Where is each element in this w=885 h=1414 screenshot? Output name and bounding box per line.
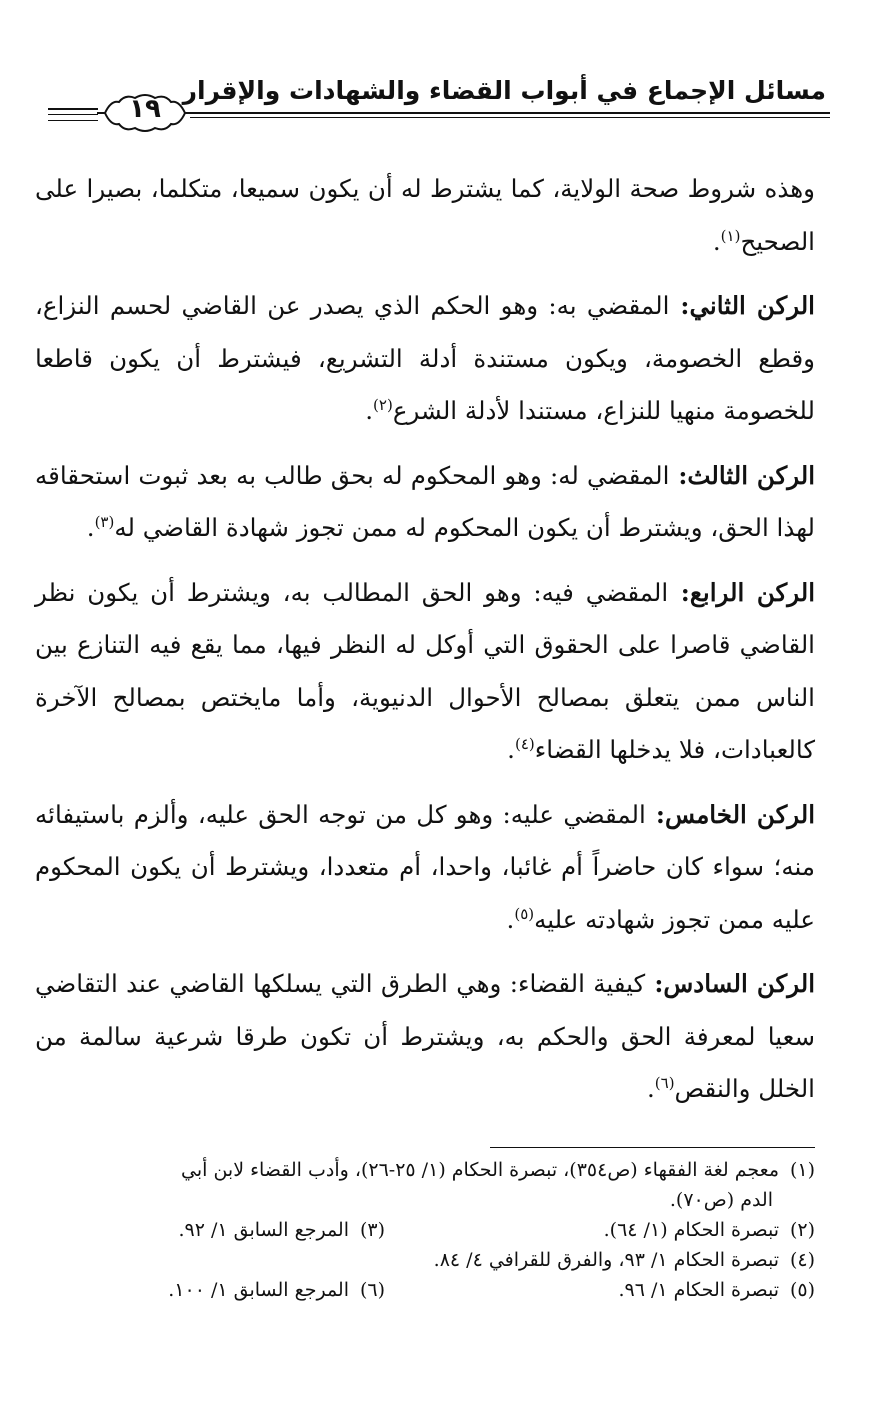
paragraph: الركن السادس: كيفية القضاء: وهي الطرق التي يسلكها القاضي عند التقاضي سعيا لمعرفة الحق والحكم به، ويشترط أن تكون طرقا شرعية سالمة من الخلل والنقص$^{(٦)}$. xyxy=(35,969,816,1103)
footnote-row xyxy=(35,1275,815,1305)
paragraph-heading: الركن الثالث xyxy=(687,460,816,490)
sentence-end: . xyxy=(365,396,374,425)
paragraph-heading: الركن الخامس xyxy=(664,799,816,829)
footnote-row xyxy=(35,1215,815,1245)
footnote xyxy=(385,1215,815,1245)
header-rule xyxy=(190,112,830,114)
footnote-text: معجم لغة الفقهاء (ص٣٥٤)، تبصرة الحكام (١/ ٢٥-٢٦)، وأدب القضاء لابن أبي xyxy=(181,1159,779,1181)
paragraph: الركن الثاني: المقضي به: وهو الحكم الذي يصدر عن القاضي لحسم النزاع، وقطع الخصومة، ويكون مستندة أدلة التشريع، فيشترط أن يكون قاطعا للخصومة منهيا للنزاع، مستندا لأدلة الشرع$^{(٢)}$. xyxy=(35,291,815,425)
footnote-number: (٢) xyxy=(789,1219,815,1241)
footnote-ref: (٣) xyxy=(94,512,115,531)
footnote xyxy=(168,1275,385,1305)
sentence-end: . xyxy=(712,226,721,256)
footnote xyxy=(35,1245,815,1275)
paragraph: الركن الثالث: المقضي له: وهو المحكوم له بحق طالب به بعد ثبوت استحقاقه لهذا الحق، ويشترط أن يكون المحكوم له ممن تجوز شهادة القاضي له$^{(٣)}$. xyxy=(35,460,816,542)
footnote-ref: (٤) xyxy=(514,734,535,753)
footnote xyxy=(35,1155,815,1185)
footnote-number: (٦) xyxy=(359,1279,385,1301)
footnote-text: تبصرة الحكام ١/ ٩٦. xyxy=(618,1279,779,1301)
footnote xyxy=(178,1215,385,1245)
header-rule-left xyxy=(48,114,98,115)
footnote-number: (٣) xyxy=(359,1219,385,1241)
footnote-ref: (٥) xyxy=(514,904,535,923)
paragraph-text: المقضي له: وهو المحكوم له بحق طالب به بعد ثبوت استحقاقه لهذا الحق، ويشترط أن يكون المحكوم له ممن تجوز شهادة القاضي له xyxy=(35,460,815,542)
page-number: ١٩ xyxy=(129,94,161,124)
header-rule-left xyxy=(48,108,98,110)
sentence-end: . xyxy=(646,1074,655,1103)
footnote-text: المرجع السابق ١/ ١٠٠. xyxy=(168,1279,349,1301)
footnote-separator xyxy=(490,1147,815,1148)
main-text xyxy=(35,163,815,1128)
paragraph: الركن الخامس: المقضي عليه: وهو كل من توجه الحق عليه، وألزم باستيفائه منه؛ سواء كان حاضراً أم غائبا، واحدا، أم متعددا، ويشترط أن يكون المحكوم عليه ممن تجوز شهادته عليه$^{(٥)}$. xyxy=(35,799,816,934)
running-title: مسائل الإجماع في أبواب القضاء والشهادات والإقرار xyxy=(182,76,826,105)
header-rule-left xyxy=(48,120,98,121)
paragraph-text: المقضي به: وهو الحكم الذي يصدر عن القاضي لحسم النزاع، وقطع الخصومة، ويكون مستندة أدلة التشريع، فيشترط أن يكون قاطعا للخصومة منهيا للنزاع، مستندا لأدلة الشرع xyxy=(35,291,815,425)
page-header xyxy=(40,62,830,142)
paragraph-heading: الركن السادس xyxy=(663,969,816,998)
paragraph-heading: الركن الثاني xyxy=(689,291,815,320)
paragraph: الركن الرابع: المقضي فيه: وهو الحق المطالب به، ويشترط أن يكون نظر القاضي قاصرا على الحقوق التي أوكل له النظر فيها، مما يقع فيه التنازع بين الناس ممن يتعلق بمصالح الأحوال الدنيوية، وأما مايختص بمصالح الآخرة كالعبادات، فلا يدخلها القضاء$^{(٤)}$. xyxy=(35,577,816,764)
paragraph-text: المقضي فيه: وهو الحق المطالب به، ويشترط أن يكون نظر القاضي قاصرا على الحقوق التي أوكل له النظر فيها، مما يقع فيه التنازع بين الناس ممن يتعلق بمصالح الأحوال الدنيوية، وأما مايختص بمصالح الآخرة كالعبادات، فلا يدخلها القضاء xyxy=(35,577,815,764)
sentence-end: . xyxy=(86,513,95,542)
paragraph-text: كيفية القضاء: وهي الطرق التي يسلكها القاضي عند التقاضي سعيا لمعرفة الحق والحكم به، ويشترط أن تكون طرقا شرعية سالمة من الخلل والنقص xyxy=(35,969,815,1103)
footnote-text: الدم (ص٧٠). xyxy=(669,1189,773,1211)
footnote-continuation xyxy=(35,1185,815,1215)
sentence-end: . xyxy=(507,735,515,764)
page-number-ornament xyxy=(95,88,195,138)
header-rule xyxy=(190,117,830,118)
sentence-end: . xyxy=(506,904,515,934)
footnote-number: (٥) xyxy=(789,1279,815,1301)
footnote xyxy=(385,1275,815,1305)
footnote-ref: (١) xyxy=(720,226,741,245)
footnote-number: (١) xyxy=(789,1159,815,1181)
paragraph-text: المقضي عليه: وهو كل من توجه الحق عليه، وألزم باستيفائه منه؛ سواء كان حاضراً أم غائبا، واحدا، أم متعددا، ويشترط أن يكون المحكوم عليه ممن تجوز شهادته عليه xyxy=(35,799,815,934)
paragraph xyxy=(35,163,815,268)
paragraph-heading: الركن الرابع xyxy=(689,577,816,607)
footnote-number: (٤) xyxy=(789,1249,815,1271)
footnote-ref: (٢) xyxy=(373,395,393,414)
footnote-text: تبصرة الحكام (١/ ٦٤). xyxy=(603,1219,779,1241)
footnote-text: المرجع السابق ١/ ٩٢. xyxy=(178,1219,349,1241)
footnotes xyxy=(35,1155,815,1305)
footnote-ref: (٦) xyxy=(654,1073,675,1092)
footnote-text: تبصرة الحكام ١/ ٩٣، والفرق للقرافي ٤/ ٨٤. xyxy=(433,1249,779,1271)
paragraph-text: وهذه شروط صحة الولاية، كما يشترط له أن يكون سميعا، متكلما، بصيرا على الصحيح xyxy=(35,174,815,256)
